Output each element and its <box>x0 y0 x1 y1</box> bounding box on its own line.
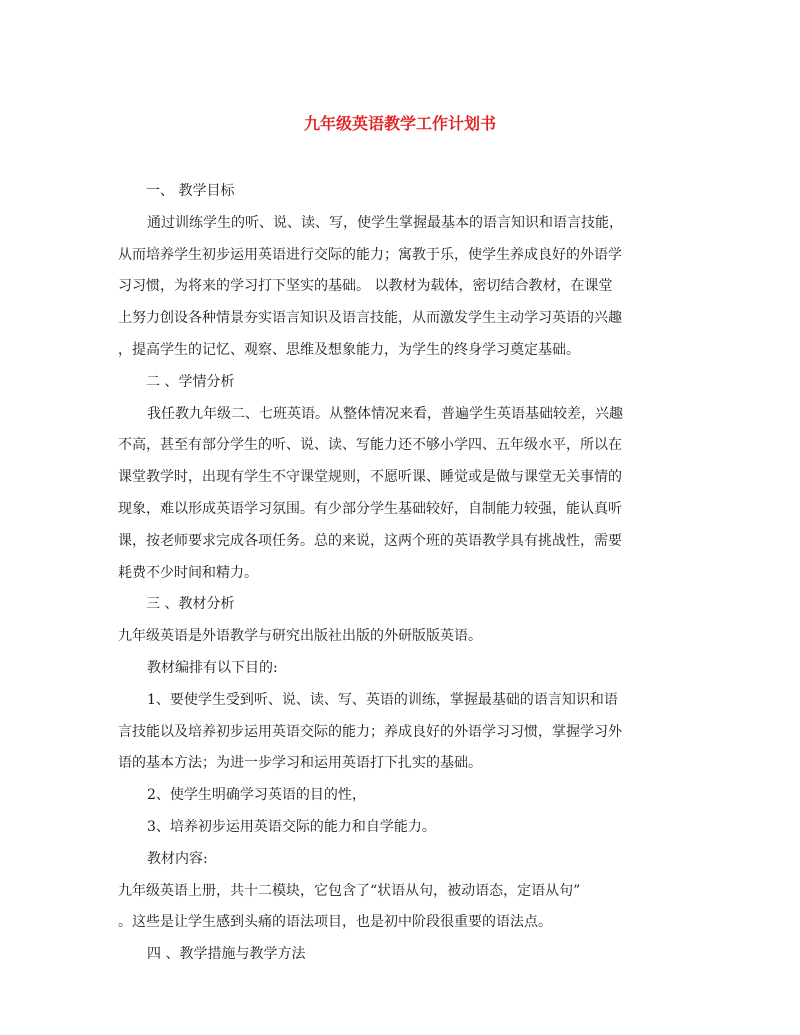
section-heading-textbook: 三 、教材分析 <box>146 596 235 613</box>
paragraph-line: 语的基本方法；为进一步学习和运用英语打下扎实的基础。 <box>118 755 482 772</box>
list-item-1: 1、要使学生受到听、说、读、写、英语的训练，掌握最基础的语言知识和语 <box>147 691 618 708</box>
list-item-3: 3、培养初步运用英语交际的能力和自学能力。 <box>147 818 436 835</box>
paragraph-line: 言技能以及培养初步运用英语交际的能力；养成良好的外语学习习惯，掌握学习外 <box>118 723 622 740</box>
paragraph-line: 课，按老师要求完成各项任务。总的来说，这两个班的英语教学具有挑战性，需要 <box>118 532 622 549</box>
paragraph-line: 上努力创设各种情景夯实语言知识及语言技能，从而激发学生主动学习英语的兴趣 <box>118 310 622 327</box>
list-item-2: 2、使学生明确学习英语的目的性， <box>147 787 366 804</box>
paragraph-line: 通过训练学生的听、说、读、写，使学生掌握最基本的语言知识和语言技能， <box>147 214 623 231</box>
paragraph-line: 。这些是让学生感到头痛的语法项目，也是初中阶段很重要的语法点。 <box>118 914 552 931</box>
paragraph-line: 不高，甚至有部分学生的听、说、读、写能力还不够小学四、五年级水平，所以在 <box>118 437 622 454</box>
paragraph-line: 现象，难以形成英语学习氛围。有少部分学生基础较好，自制能力较强，能认真听 <box>118 500 622 517</box>
paragraph-line: 课堂教学时，出现有学生不守课堂规则，不愿听课、睡觉或是做与课堂无关事情的 <box>118 469 622 486</box>
paragraph-line: 教材内容: <box>147 850 208 867</box>
paragraph-line: 我任教九年级二、七班英语。从整体情况来看，普遍学生英语基础较差，兴趣 <box>147 405 623 422</box>
section-heading-methods: 四 、教学措施与教学方法 <box>147 946 306 963</box>
section-heading-goals: 一、 教学目标 <box>146 183 235 199</box>
paragraph-line: 耗费不少时间和精力。 <box>118 564 258 581</box>
paragraph-line: 九年级英语是外语教学与研究出版社出版的外研版版英语。 <box>118 628 482 645</box>
paragraph-line: 习习惯，为将来的学习打下坚实的基础。 以教材为载体，密切结合教材，在课堂 <box>118 278 613 295</box>
section-heading-students: 二 、学情分析 <box>146 373 235 390</box>
document-title: 九年级英语教学工作计划书 <box>303 114 496 133</box>
paragraph-line: 九年级英语上册，共十二模块，它包含了“状语从句，被动语态，定语从句” <box>118 882 581 899</box>
paragraph-line: 教材编排有以下目的: <box>147 659 278 676</box>
paragraph-line: ，提高学生的记忆、观察、思维及想象能力，为学生的终身学习奠定基础。 <box>118 341 580 358</box>
document-body <box>118 176 688 971</box>
paragraph-line: 从而培养学生初步运用英语进行交际的能力；寓教于乐，使学生养成良好的外语学 <box>118 246 622 263</box>
